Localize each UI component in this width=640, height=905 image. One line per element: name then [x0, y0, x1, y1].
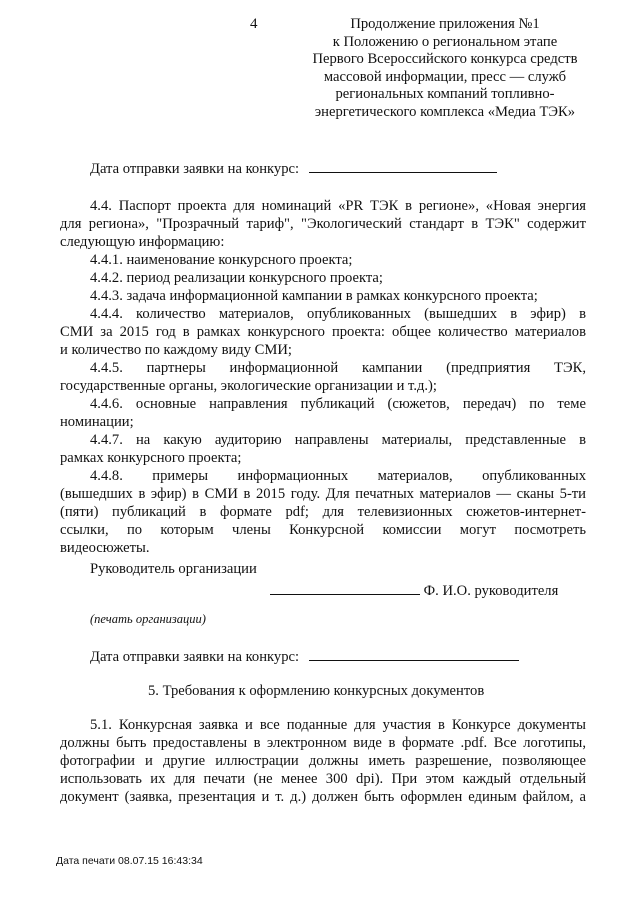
item-4-4-8-line: ссылки, по которым члены Конкурсной комиссии могут посмотреть: [60, 522, 586, 538]
para-5-1-line: должны быть предоставлены в электронном виде в формате .pdf. Все логотипы,: [60, 735, 586, 751]
item-4-4-6-line: 4.4.6. основные направления публикаций (сюжетов, передач) по теме: [90, 396, 586, 412]
appendix-header: [300, 16, 590, 121]
item-4-4-8-line: видеосюжеты.: [60, 540, 150, 556]
signature-blank[interactable]: [270, 580, 420, 595]
item-4-4-4-line: и количество по каждому виду СМИ;: [60, 342, 292, 358]
item-4-4-1: 4.4.1. наименование конкурсного проекта;: [90, 252, 353, 268]
item-4-4-8-line: 4.4.8. примеры информационных материалов, опубликованных: [90, 468, 586, 484]
print-date-footer: Дата печати 08.07.15 16:43:34: [56, 855, 203, 867]
date-sent-row-2: [90, 646, 616, 666]
date-sent-blank-1[interactable]: [309, 158, 497, 173]
header-line: Первого Всероссийского конкурса средств: [312, 51, 578, 67]
page-number: 4: [250, 16, 258, 32]
item-4-4-5-line: 4.4.5. партнеры информационной кампании (предприятия ТЭК,: [90, 360, 586, 376]
header-line: к Положению о региональном этапе: [332, 33, 558, 50]
header-line: региональных компаний топливно-: [335, 86, 555, 102]
stamp-label: (печать организации): [90, 612, 206, 626]
date-sent-blank-2[interactable]: [309, 646, 519, 661]
head-name-label: Ф. И.О. руководителя: [423, 583, 559, 599]
section-44-intro-line: для региона», "Прозрачный тариф", "Экологический стандарт в ТЭК" содержит: [60, 216, 586, 232]
item-4-4-4-line: 4.4.4. количество материалов, опубликованных (вышедших в эфир) в: [90, 306, 586, 322]
item-4-4-3: 4.4.3. задача информационной кампании в рамках конкурсного проекта;: [90, 288, 538, 304]
item-4-4-8-line: (пяти) публикаций в формате pdf; для телевизионных сюжетов-интернет-: [60, 504, 586, 520]
item-4-4-4-line: СМИ за 2015 год в рамках конкурсного проекта: общее количество материалов: [60, 324, 586, 340]
item-4-4-2: 4.4.2. период реализации конкурсного проекта;: [90, 270, 383, 286]
para-5-1-line: фотографии и другие иллюстрации должны иметь разрешение, позволяющее: [60, 753, 586, 769]
section-44-intro-line: следующую информацию:: [60, 234, 225, 250]
date-sent-label: Дата отправки заявки на конкурс:: [90, 649, 300, 665]
para-5-1-line: использовать их для печати (не менее 300 dpi). При этом каждый отдельный: [60, 771, 586, 787]
para-5-1-line: документ (заявка, презентация и т. д.) должен быть оформлен единым файлом, а: [60, 789, 586, 805]
date-sent-row-1: [90, 158, 616, 178]
date-sent-label: Дата отправки заявки на конкурс:: [90, 161, 300, 177]
item-4-4-7-line: рамках конкурсного проекта;: [60, 450, 242, 466]
head-of-organization-label: Руководитель организации: [90, 561, 257, 577]
item-4-4-6-line: номинации;: [60, 414, 134, 430]
header-line: массовой информации, пресс — служб: [323, 68, 567, 85]
header-line: энергетического комплекса «Медиа ТЭК»: [314, 103, 576, 120]
head-signature-row: [270, 580, 558, 600]
section-44-intro-line: 4.4. Паспорт проекта для номинаций «PR ТЭК в регионе», «Новая энергия: [90, 198, 586, 214]
item-4-4-7-line: 4.4.7. на какую аудиторию направлены материалы, представленные в: [90, 432, 586, 448]
header-line: Продолжение приложения №1: [350, 16, 540, 32]
section-5-title: 5. Требования к оформлению конкурсных документов: [148, 683, 485, 699]
para-5-1-line: 5.1. Конкурсная заявка и все поданные для участия в Конкурсе документы: [90, 717, 586, 733]
item-4-4-5-line: государственные органы, экологические организации и т.д.);: [60, 378, 437, 394]
item-4-4-8-line: (вышедших в эфир) в СМИ в 2015 году. Для печатных материалов — сканы 5-ти: [60, 486, 586, 502]
